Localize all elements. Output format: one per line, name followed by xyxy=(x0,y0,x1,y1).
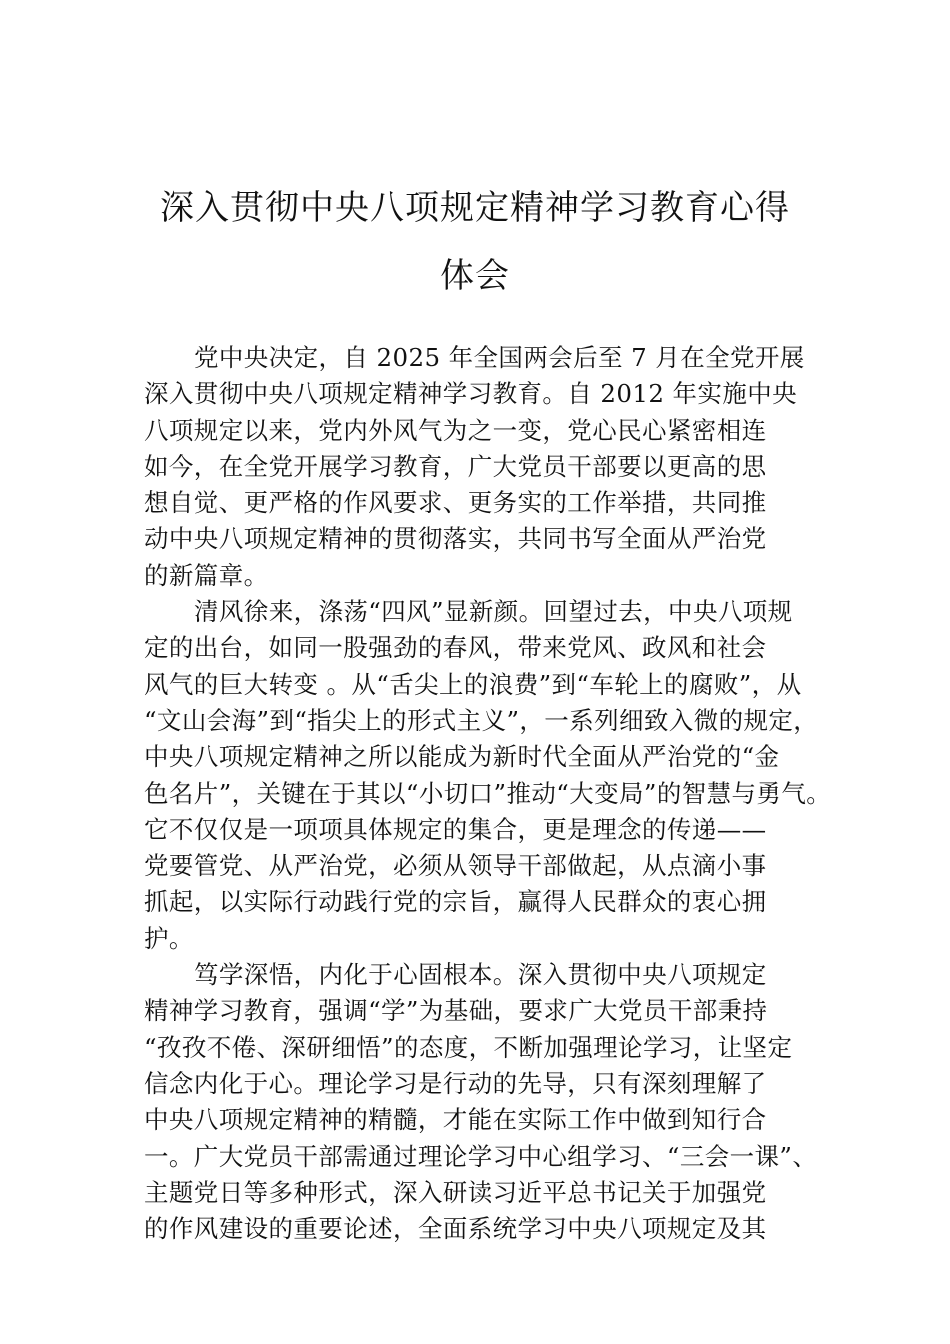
paragraph-line: 如今，在全党开展学习教育，广大党员干部要以更高的思 xyxy=(144,451,767,481)
paragraph-line: 护。 xyxy=(144,923,194,953)
paragraph-2 xyxy=(144,594,832,957)
paragraph-3 xyxy=(144,957,818,1247)
paragraph-line: 笃学深悟，内化于心固根本。深入贯彻中央八项规定 xyxy=(194,960,767,990)
paragraph-line: “孜孜不倦、深研细悟”的态度，不断加强理论学习，让坚定 xyxy=(144,1032,793,1062)
paragraph-line: 党中央决定，自 2025 年全国两会后至 7 月在全党开展 xyxy=(194,343,805,372)
paragraph-line: 色名片”，关键在于其以“小切口”推动“大变局”的智慧与勇气。 xyxy=(144,778,832,808)
paragraph-line: 深入贯彻中央八项规定精神学习教育。自 2012 年实施中央 xyxy=(144,379,798,409)
paragraph-line: 主题党日等多种形式，深入研读习近平总书记关于加强党 xyxy=(144,1177,767,1207)
paragraph-line: 中央八项规定精神的精髓，才能在实际工作中做到知行合 xyxy=(144,1105,767,1135)
paragraph-line: 八项规定以来，党内外风气为之一变，党心民心紧密相连 xyxy=(144,415,767,445)
paragraph-line: “文山会海”到“指尖上的形式主义”，一系列细致入微的规定， xyxy=(144,705,819,735)
paragraph-line: 的新篇章。 xyxy=(144,560,269,590)
document-title-line-2: 体会 xyxy=(440,256,510,296)
paragraph-line: 的作风建设的重要论述，全面系统学习中央八项规定及其 xyxy=(144,1214,767,1244)
paragraph-line: 想自觉、更严格的作风要求、更务实的工作举措，共同推 xyxy=(144,488,767,518)
paragraph-1 xyxy=(144,340,810,594)
paragraph-line: 清风徐来，涤荡“四风”显新颜。回望过去，中央八项规 xyxy=(194,597,793,627)
paragraph-line: 抓起，以实际行动践行党的宗旨，赢得人民群众的衷心拥 xyxy=(144,887,767,917)
paragraph-line: 定的出台，如同一股强劲的春风，带来党风、政风和社会 xyxy=(144,633,767,663)
paragraph-line: 中央八项规定精神之所以能成为新时代全面从严治党的“金 xyxy=(144,742,780,772)
paragraph-line: 它不仅仅是一项项具体规定的集合，更是理念的传递—— xyxy=(144,814,767,844)
paragraph-line: 一。广大党员干部需通过理论学习中心组学习、“三会一课”、 xyxy=(144,1141,818,1171)
paragraph-line: 风气的巨大转变 。从“舌尖上的浪费”到“车轮上的腐败”，从 xyxy=(144,669,802,699)
paragraph-line: 精神学习教育，强调“学”为基础，要求广大党员干部秉持 xyxy=(144,996,768,1026)
paragraph-line: 动中央八项规定精神的贯彻落实，共同书写全面从严治党 xyxy=(144,524,767,554)
document-body xyxy=(144,340,832,1247)
paragraph-line: 党要管党、从严治党，必须从领导干部做起，从点滴小事 xyxy=(144,851,767,881)
paragraph-line: 信念内化于心。理论学习是行动的先导，只有深刻理解了 xyxy=(144,1068,767,1098)
document-title-line-1: 深入贯彻中央八项规定精神学习教育心得 xyxy=(160,188,790,228)
